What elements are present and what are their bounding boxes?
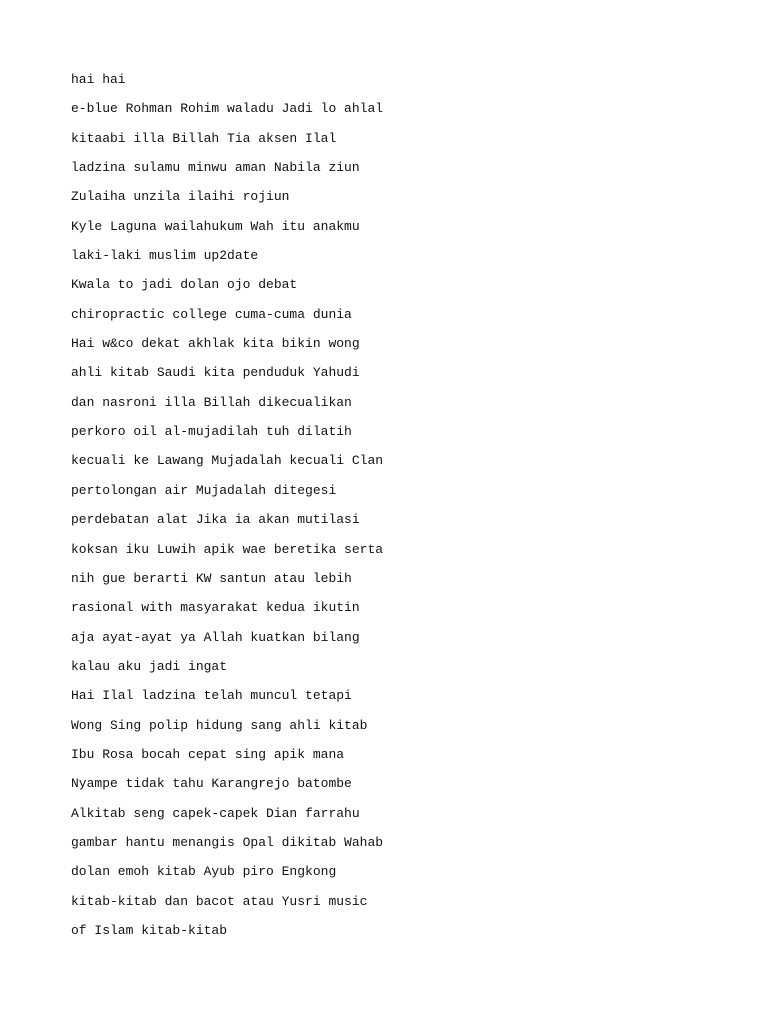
document-body [71,68,731,948]
text-line: e-blue Rohman Rohim waladu Jadi lo ahlal [71,101,384,117]
text-line: Zulaiha unzila ilaihi rojiun [71,189,290,205]
text-line: Kwala to jadi dolan ojo debat [71,277,298,293]
text-line: perdebatan alat Jika ia akan mutilasi [71,512,360,528]
text-line: Alkitab seng capek-capek Dian farrahu [71,805,360,821]
text-line: chiropractic college cuma-cuma dunia [71,306,352,322]
text-line: laki-laki muslim up2date [71,248,259,264]
text-line: kitaabi illa Billah Tia aksen Ilal [71,130,337,146]
text-line: pertolongan air Mujadalah ditegesi [71,482,337,498]
text-line: kalau aku jadi ingat [71,658,228,674]
text-line: Wong Sing polip hidung sang ahli kitab [71,717,368,733]
text-line: ladzina sulamu minwu aman Nabila ziun [71,160,360,176]
text-line: kecuali ke Lawang Mujadalah kecuali Clan [71,453,384,469]
text-line: Nyampe tidak tahu Karangrejo batombe [71,776,352,792]
text-line: Hai w&co dekat akhlak kita bikin wong [71,336,360,352]
text-line: rasional with masyarakat kedua ikutin [71,600,360,616]
text-line: hai hai [71,72,126,87]
text-line: dolan emoh kitab Ayub piro Engkong [71,864,337,880]
text-line: perkoro oil al-mujadilah tuh dilatih [71,424,352,440]
text-line: kitab-kitab dan bacot atau Yusri music [71,893,368,909]
text-line: Ibu Rosa bocah cepat sing apik mana [71,746,345,762]
text-line: nih gue berarti KW santun atau lebih [71,570,352,586]
text-line: gambar hantu menangis Opal dikitab Wahab [71,834,384,850]
text-line: aja ayat-ayat ya Allah kuatkan bilang [71,629,360,645]
text-line: Kyle Laguna wailahukum Wah itu anakmu [71,218,360,234]
text-line: koksan iku Luwih apik wae beretika serta [71,541,384,557]
text-line: Hai Ilal ladzina telah muncul tetapi [71,688,352,704]
text-line: of Islam kitab-kitab [71,922,228,938]
text-line: ahli kitab Saudi kita penduduk Yahudi [71,365,360,381]
text-line: dan nasroni illa Billah dikecualikan [71,394,352,410]
